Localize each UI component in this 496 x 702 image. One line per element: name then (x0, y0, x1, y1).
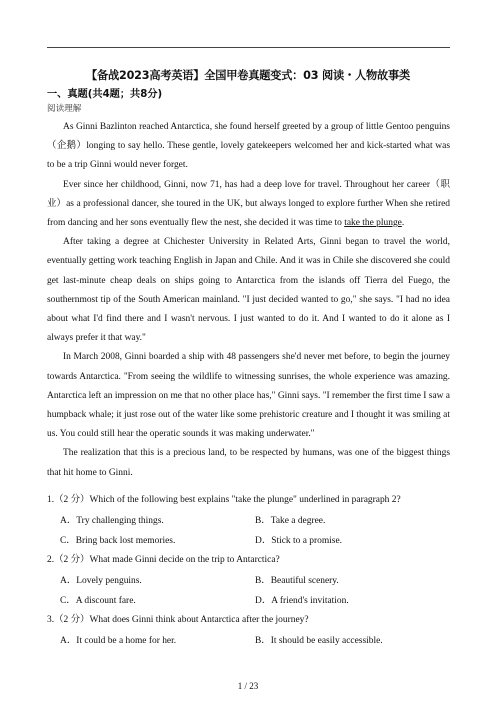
option-c[interactable]: C．A discount fare. (60, 595, 136, 606)
question-stem: 3.（2 分）What does Ginni think about Antarctica after the journey? (47, 615, 309, 625)
paragraph-1: As Ginni Bazlinton reached Antarctica, she found herself greeted by a group of little Gentoo penguins（企鹅）longing to say hello. These gentle, lovely gatekeepers welcomed her and kick-started what was to be a trip Ginni would never forget. (47, 122, 450, 171)
paragraph-2-text: Ever since her childhood, Ginni, now 71, has had a deep love for travel. Throughout her career（职业）as a professional dancer, she toured in the UK, but always longed to explore further When she retired from dancing and her sons eventually flew the nest, she decided it was time to (47, 179, 450, 229)
header-rule (47, 47, 450, 48)
paragraph-2-end: . (401, 218, 405, 229)
question-stem: 2.（2 分）What made Ginni decide on the trip to Antarctica? (47, 555, 280, 565)
option-a[interactable]: A．Lovely penguins. (60, 575, 142, 586)
section-heading: 一、真题(共4题；共8分) (47, 89, 163, 100)
paragraph-4: In March 2008, Ginni boarded a ship with 48 passengers she'd never met before, to begin the journey towards Antarctica. "From seeing the wildlife to witnessing sunrises, the whole experience was amazing. Antarctica left an impression on me that no other place has," Ginni says. "I remember the first time I saw a humpback whale; it just rose out of the water like some prehistoric creature and I thought it was smiling at us. You could still hear the operatic sounds it was making underwater." (47, 352, 450, 440)
question-stem: 1.（2 分）Which of the following best explains "take the plunge" underlined in paragraph 2? (47, 495, 401, 505)
section-subheading: 阅读理解 (47, 104, 82, 114)
paragraph-3: After taking a degree at Chichester University in Related Arts, Ginni began to travel the world, eventually getting work teaching English in Japan and Chile. And it was in Chile she discovered she could get last-minute cheap deals on ships going to Antarctica from the islands off Tierra del Fuego, the southernmost tip of the South American mainland. "I just decided wanted to go," she says. "I had no idea about what I'd find there and I wasn't nervous. I just wanted to do it. And I wanted to do it alone as I always prefer it that way." (47, 237, 450, 344)
question-1 (47, 491, 457, 551)
option-c[interactable]: C．Bring back lost memories. (60, 535, 176, 546)
option-d[interactable]: D．A friend's invitation. (255, 595, 349, 606)
option-b[interactable]: B．It should be easily accessible. (255, 635, 383, 646)
option-a[interactable]: A．Try challenging things. (60, 515, 164, 526)
paragraph-5: The realization that this is a precious land, to be respected by humans, was one of the biggest things that hit home to Ginni. (47, 448, 450, 478)
question-3 (47, 611, 457, 651)
page-number: 1 / 23 (237, 681, 259, 691)
reading-passage (47, 118, 450, 483)
option-b[interactable]: B．Take a degree. (255, 515, 326, 526)
option-d[interactable]: D．Stick to a promise. (255, 535, 343, 546)
paragraph-2 (47, 176, 450, 234)
underlined-phrase: take the plunge (344, 218, 402, 229)
question-2 (47, 551, 457, 611)
option-b[interactable]: B．Beautiful scenery. (255, 575, 339, 586)
document-title: 【备战2023高考英语】全国甲卷真题变式：03 阅读・人物故事类 (86, 69, 410, 82)
option-a[interactable]: A．It could be a home for her. (60, 635, 177, 646)
